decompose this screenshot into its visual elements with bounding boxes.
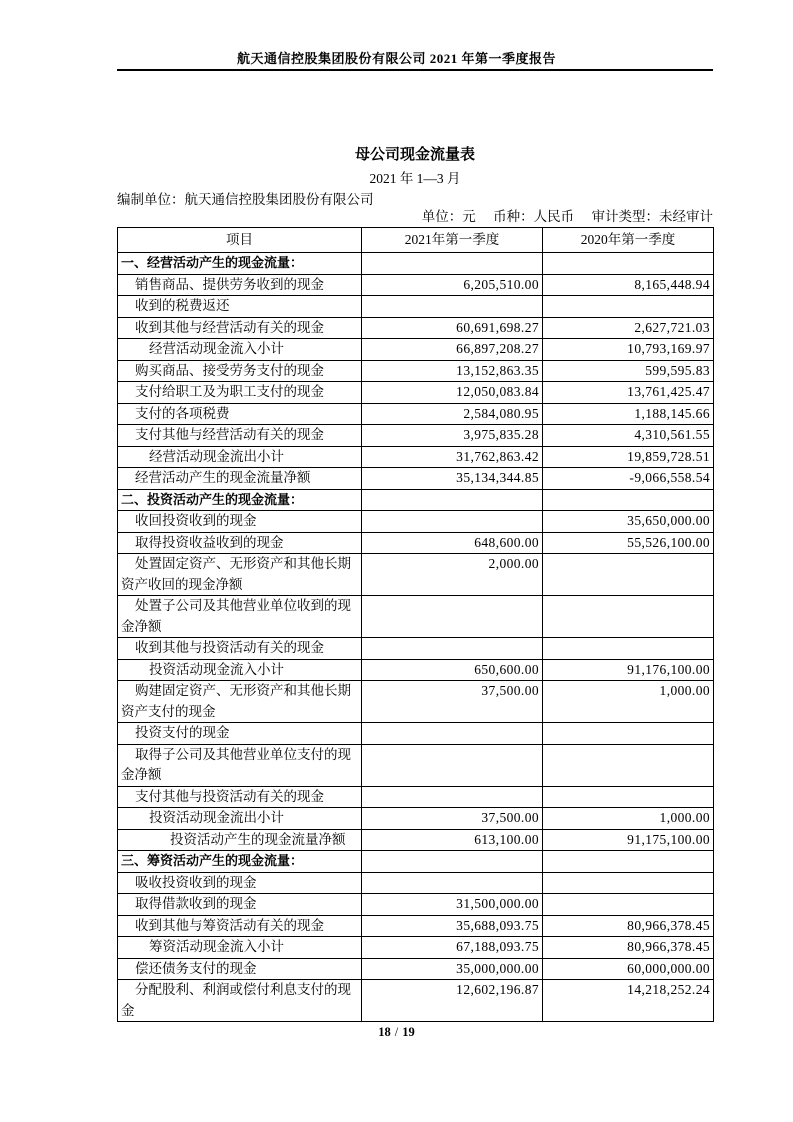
row-value-2021q1: 650,600.00 [362,659,543,681]
row-value-2020q1: 1,000.00 [543,808,714,830]
row-value-2020q1 [543,253,714,275]
row-label: 收到其他与投资活动有关的现金 [118,638,362,660]
row-value-2021q1: 6,205,510.00 [362,274,543,296]
table-header-row [118,228,714,253]
row-value-2020q1 [543,872,714,894]
row-label: 支付的各项税费 [118,403,362,425]
currency-label: 币种：人民币 [493,209,575,224]
table-row [118,253,714,275]
row-value-2021q1: 67,188,093.75 [362,937,543,959]
row-value-2021q1: 2,000.00 [362,554,543,596]
row-label: 投资活动现金流入小计 [118,659,362,681]
row-value-2020q1: 19,859,728.51 [543,446,714,468]
row-value-2020q1: 80,966,378.45 [543,915,714,937]
row-value-2021q1: 60,691,698.27 [362,317,543,339]
prepared-by-line: 编制单位：航天通信控股集团股份有限公司 [117,192,374,207]
row-value-2020q1: 80,966,378.45 [543,937,714,959]
row-value-2020q1: 60,000,000.00 [543,958,714,980]
row-value-2020q1: 1,000.00 [543,681,714,723]
table-row [118,446,714,468]
row-value-2021q1: 613,100.00 [362,829,543,851]
row-label: 投资支付的现金 [118,723,362,745]
row-label: 吸收投资收到的现金 [118,872,362,894]
row-value-2021q1: 2,584,080.95 [362,403,543,425]
row-value-2021q1: 648,600.00 [362,532,543,554]
row-label: 取得子公司及其他营业单位支付的现金净额 [118,744,362,786]
table-row [118,851,714,873]
table-row [118,958,714,980]
row-value-2020q1 [543,638,714,660]
row-value-2021q1 [362,786,543,808]
row-label: 取得投资收益收到的现金 [118,532,362,554]
row-value-2020q1: 91,176,100.00 [543,659,714,681]
cash-flow-table [117,227,714,1022]
row-value-2020q1 [543,723,714,745]
row-label: 一、经营活动产生的现金流量： [118,253,362,275]
row-label: 二、投资活动产生的现金流量： [118,489,362,511]
table-row [118,274,714,296]
row-label: 经营活动产生的现金流量净额 [118,468,362,490]
row-value-2020q1: -9,066,558.54 [543,468,714,490]
table-row [118,468,714,490]
table-row [118,681,714,723]
row-label: 偿还债务支付的现金 [118,958,362,980]
row-value-2021q1: 3,975,835.28 [362,425,543,447]
total-pages: 19 [402,1025,415,1039]
table-row [118,382,714,404]
row-label: 销售商品、提供劳务收到的现金 [118,274,362,296]
row-value-2021q1: 13,152,863.35 [362,360,543,382]
row-label: 购建固定资产、无形资产和其他长期资产支付的现金 [118,681,362,723]
row-label: 分配股利、利润或偿付利息支付的现金 [118,980,362,1022]
row-label: 处置子公司及其他营业单位收到的现金净额 [118,596,362,638]
row-label: 收到其他与筹资活动有关的现金 [118,915,362,937]
row-value-2021q1 [362,872,543,894]
row-label: 投资活动产生的现金流量净额 [118,829,362,851]
table-row [118,511,714,533]
row-label: 支付其他与经营活动有关的现金 [118,425,362,447]
row-value-2020q1 [543,894,714,916]
row-value-2021q1 [362,296,543,318]
table-row [118,659,714,681]
row-value-2020q1: 4,310,561.55 [543,425,714,447]
row-value-2020q1: 599,595.83 [543,360,714,382]
row-value-2020q1 [543,596,714,638]
table-row [118,915,714,937]
row-value-2020q1: 13,761,425.47 [543,382,714,404]
table-row [118,554,714,596]
row-label: 经营活动现金流出小计 [118,446,362,468]
row-value-2021q1 [362,638,543,660]
row-value-2021q1 [362,723,543,745]
row-label: 收到的税费返还 [118,296,362,318]
row-value-2021q1: 31,762,863.42 [362,446,543,468]
row-label: 三、筹资活动产生的现金流量： [118,851,362,873]
row-value-2020q1 [543,744,714,786]
row-value-2020q1 [543,554,714,596]
row-label: 收到其他与经营活动有关的现金 [118,317,362,339]
table-row [118,296,714,318]
row-label: 筹资活动现金流入小计 [118,937,362,959]
report-header-title: 航天通信控股集团股份有限公司 2021 年第一季度报告 [236,51,556,66]
row-value-2021q1 [362,253,543,275]
row-label: 取得借款收到的现金 [118,894,362,916]
row-value-2021q1 [362,596,543,638]
row-value-2021q1: 12,602,196.87 [362,980,543,1022]
table-row [118,638,714,660]
table-row [118,872,714,894]
table-row [118,596,714,638]
row-label: 支付其他与投资活动有关的现金 [118,786,362,808]
row-label: 收回投资收到的现金 [118,511,362,533]
table-row [118,808,714,830]
row-value-2021q1: 31,500,000.00 [362,894,543,916]
column-header-item: 项目 [118,228,362,253]
table-row [118,425,714,447]
audit-type-label: 审计类型：未经审计 [591,209,713,224]
table-row [118,360,714,382]
row-label: 购买商品、接受劳务支付的现金 [118,360,362,382]
row-value-2020q1: 91,175,100.00 [543,829,714,851]
table-row [118,339,714,361]
row-value-2021q1: 12,050,083.84 [362,382,543,404]
table-row [118,489,714,511]
table-row [118,532,714,554]
statement-meta-line [117,205,713,225]
row-value-2021q1: 37,500.00 [362,808,543,830]
table-row [118,723,714,745]
table-row [118,786,714,808]
row-value-2021q1 [362,511,543,533]
row-value-2021q1 [362,489,543,511]
row-value-2020q1: 1,188,145.66 [543,403,714,425]
header-divider [117,69,713,71]
table-row [118,317,714,339]
row-value-2021q1: 37,500.00 [362,681,543,723]
row-value-2020q1 [543,851,714,873]
statement-period: 2021 年 1—3 月 [369,171,461,186]
table-row [118,744,714,786]
unit-label: 单位：元 [421,209,476,224]
row-value-2020q1 [543,489,714,511]
column-header-2020q1: 2020年第一季度 [543,228,714,253]
table-row [118,829,714,851]
row-value-2020q1 [543,296,714,318]
row-value-2021q1: 35,688,093.75 [362,915,543,937]
row-value-2021q1 [362,744,543,786]
cash-flow-table-body [118,253,714,1022]
row-label: 投资活动现金流出小计 [118,808,362,830]
table-row [118,980,714,1022]
statement-title: 母公司现金流量表 [354,147,475,163]
page-separator: / [394,1025,399,1039]
row-value-2021q1: 35,000,000.00 [362,958,543,980]
table-row [118,937,714,959]
row-value-2021q1: 66,897,208.27 [362,339,543,361]
row-value-2020q1: 14,218,252.24 [543,980,714,1022]
row-value-2020q1: 8,165,448.94 [543,274,714,296]
row-value-2020q1: 35,650,000.00 [543,511,714,533]
column-header-2021q1: 2021年第一季度 [362,228,543,253]
row-value-2020q1: 55,526,100.00 [543,532,714,554]
row-value-2020q1: 2,627,721.03 [543,317,714,339]
row-value-2020q1: 10,793,169.97 [543,339,714,361]
current-page: 18 [378,1025,391,1039]
row-value-2021q1: 35,134,344.85 [362,468,543,490]
table-row [118,403,714,425]
row-value-2021q1 [362,851,543,873]
row-value-2020q1 [543,786,714,808]
row-label: 处置固定资产、无形资产和其他长期资产收回的现金净额 [118,554,362,596]
row-label: 经营活动现金流入小计 [118,339,362,361]
row-label: 支付给职工及为职工支付的现金 [118,382,362,404]
page-number [0,1025,793,1040]
table-row [118,894,714,916]
